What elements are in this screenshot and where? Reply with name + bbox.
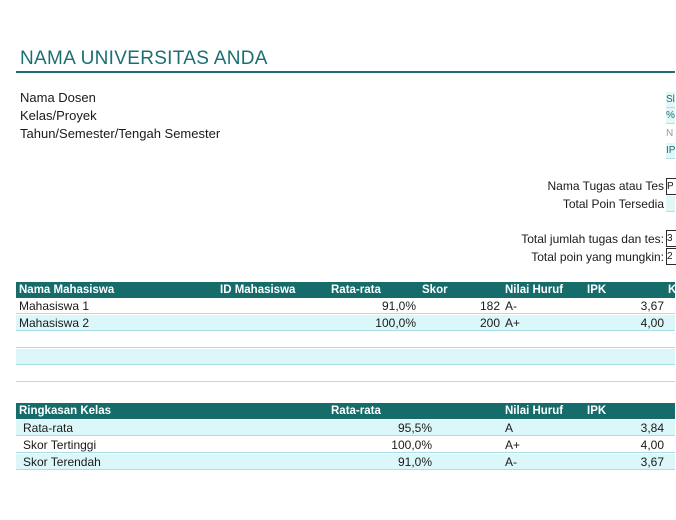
assignment-name-label: Nama Tugas atau Tes [547,179,664,193]
col-summary-letter[interactable]: Nilai Huruf [505,405,564,417]
summary-gpa[interactable]: 3,84 [640,421,664,435]
summary-row [16,437,675,453]
summary-row [16,454,675,470]
student-name[interactable]: Mahasiswa 1 [19,299,90,313]
col-score[interactable]: Skor [422,284,448,296]
stub-cell-3[interactable]: N [666,128,674,139]
student-average[interactable]: 91,0% [381,299,416,313]
stub-cell-4[interactable]: IP [666,143,675,159]
university-title[interactable]: NAMA UNIVERSITAS ANDA [20,48,268,69]
student-gpa[interactable]: 3,67 [640,299,664,313]
total-assignments-value[interactable]: 3 [666,230,676,247]
col-summary-gpa[interactable]: IPK [587,405,607,417]
student-letter[interactable]: A- [505,299,517,313]
stub-cell-1[interactable]: Sl [666,92,675,108]
summary-average[interactable]: 95,5% [397,421,432,435]
col-gpa[interactable]: IPK [587,284,607,296]
summary-letter[interactable]: A [505,421,514,435]
col-summary-average[interactable]: Rata-rata [331,405,381,417]
student-name[interactable]: Mahasiswa 2 [19,316,90,330]
table-row [16,298,675,314]
summary-label[interactable]: Skor Tertinggi [23,438,97,452]
col-average[interactable]: Rata-rata [331,284,381,296]
student-letter[interactable]: A+ [505,316,521,330]
summary-label[interactable]: Skor Terendah [23,455,101,469]
total-possible-label: Total poin yang mungkin: [531,250,664,264]
student-average[interactable]: 100,0% [375,316,416,330]
col-k[interactable]: K [668,284,676,296]
summary-letter[interactable]: A- [505,455,517,469]
col-student-id[interactable]: ID Mahasiswa [220,284,296,296]
year-semester-label[interactable]: Tahun/Semester/Tengah Semester [20,126,221,141]
summary-letter[interactable]: A+ [505,438,521,452]
summary-label[interactable]: Rata-rata [23,421,74,435]
table-row-empty[interactable] [16,332,675,348]
summary-average[interactable]: 91,0% [397,455,432,469]
table-row [16,315,675,331]
stub-cell-2[interactable]: % [666,108,675,124]
total-points-input[interactable] [666,196,675,212]
total-assignments-label: Total jumlah tugas dan tes: [521,232,664,246]
table-row-empty[interactable] [16,349,675,365]
summary-gpa[interactable]: 3,67 [640,455,664,469]
student-score[interactable]: 182 [479,299,500,313]
col-class-summary[interactable]: Ringkasan Kelas [19,405,112,417]
total-points-label: Total Poin Tersedia [562,197,664,211]
assignment-name-input[interactable]: P [666,178,676,195]
total-possible-value[interactable]: 2 [666,248,676,265]
summary-row [16,420,675,436]
col-student-name[interactable]: Nama Mahasiswa [19,284,115,296]
lecturer-name-label[interactable]: Nama Dosen [20,90,96,105]
col-letter-grade[interactable]: Nilai Huruf [505,284,564,296]
table-row-empty[interactable] [16,366,675,382]
summary-table-header [16,403,675,419]
student-score[interactable]: 200 [479,316,500,330]
student-gpa[interactable]: 4,00 [640,316,664,330]
students-table-header [16,282,675,298]
title-underline [16,71,675,73]
summary-average[interactable]: 100,0% [391,438,432,452]
class-project-label[interactable]: Kelas/Proyek [20,108,97,123]
summary-gpa[interactable]: 4,00 [640,438,664,452]
